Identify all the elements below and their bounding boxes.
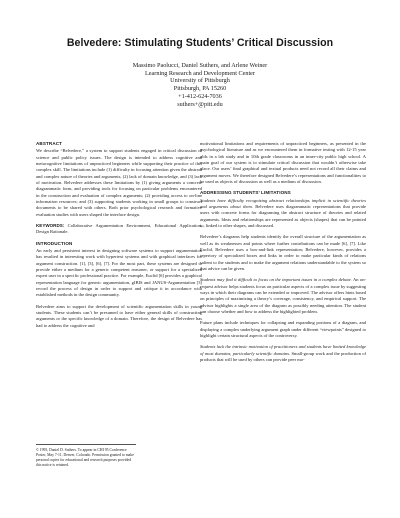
email-address: suthers+@pitt.edu [177, 100, 223, 108]
paragraph-4-body: An on-request advisor helps students focus on particular aspects of a complex issue by suggesting ways in which their diagrams can be extended or improved. The advisor offers hints based on principles of maximizing a theory’s coverage, consistency, and empirical support. The advisor highlights a single area of the diagram as possibly needing attention. The student can choose whether and how to address the highlighted problem. [200, 277, 366, 315]
right-paragraph-3: Belvedere’s diagrams help students identify the overall structure of the argumentation as well as its weaknesses and points where further contributions can be made [6], [7]. Like Euclid, Belvedere uses a box-and-link representation; Belvedere, however, provides a repertory of specialized boxes and links in order to make particular kinds of relations salient to the students and to make the argument relations understandable to the system so that advice can be given. [200, 234, 366, 272]
affiliation-university: University of Pittsburgh [170, 77, 230, 85]
left-column [36, 141, 202, 329]
phone-number: +1-412-624-7036 [178, 92, 222, 100]
paragraph-6-emphasis: Students lack the intrinsic motivation of practitioners and students have limited knowledge of most domains, particularly scientific domains. [200, 344, 366, 356]
right-column [200, 141, 366, 364]
paper-title: Belvedere: Stimulating Students’ Critical Discussion [66, 37, 334, 49]
right-paragraph-1: motivational limitations and requirements of unpracticed beginners, as presented in the psychological literature and as we encountered them in formative testing with 12-15 year olds in a lab study and in 10th grade classrooms in an inner-city public high school. A main goal of our system is to stimulate critical discussion that wouldn’t otherwise take place. Our users’ final graphical and textual products need not record all their claims and argument moves. We therefore designed Belvedere’s representations and functionalities to be used as objects of discussion as well as a medium of discussion. [200, 141, 366, 185]
affiliation-center: Learning Research and Development Center [145, 69, 255, 77]
paragraph-2-body: Belvedere uses diagrammatic representations that provide users with concrete forms for diagraming the abstract structure of theories and related arguments. Ideas and relationships are represented as objects (shapes) that can be pointed to, linked to other shapes, and discussed. [200, 203, 367, 228]
introduction-heading: INTRODUCTION [36, 240, 73, 246]
footnote-rule [36, 444, 136, 445]
right-paragraph-6 [200, 344, 366, 363]
author-block [0, 62, 400, 108]
abstract-text: We describe “Belvedere,” a system to support students engaged in critical discussion of science and public policy issues. The design is intended to address cognitive and metacognitive limitations of unpracticed beginners while supporting their practice of this complex skill. The limitations include (1) difficulty in focusing attention given the abstract and complex nature of theories and arguments, (2) lack of domain knowledge, and (3) lack of motivation. Belvedere addresses these limitations by (1) giving arguments a concrete diagrammatic form, and providing tools for focusing on particular problems encountered in the construction and evaluation of complex arguments; (2) providing access to on-line information resources; and (3) supporting students working in small groups to construct documents to be shared with others. Both prior psychological research and formative evaluation studies with users shaped the interface design. [36, 148, 202, 217]
right-paragraph-2 [200, 198, 366, 230]
keywords-label: KEYWORDS: [36, 222, 65, 228]
paragraph-6-body: Small-group work and the production of products that will be used by others can provide peer mo- [200, 350, 366, 363]
copyright-footnote: © 1995, Daniel D. Suthers. To appear in CHI 95 Conference Poster, May 7-11, Denver, Colorado. Permission granted to make personal copies for educational and research purposes provided this notice is retained. [36, 448, 134, 467]
introduction-paragraph-2: Belvedere aims to support the development of scientific argumentation skills in young students. These students can’t be presumed to have either general skills of constructing arguments or the specific knowledge of a domain. Therefore, the design of Belvedere has had to address the cognitive and [36, 303, 202, 328]
affiliation-city: Pittsburgh, PA 15260 [173, 85, 227, 93]
limitations-heading: ADDRESSING STUDENTS’ LIMITATIONS [200, 190, 291, 196]
abstract-heading: ABSTRACT [36, 141, 63, 146]
paragraph-4-emphasis: Students may find it difficult to focus on the important issues in a complex debate. [200, 277, 352, 283]
author-names: Massimo Paolucci, Daniel Suthers, and Arlene Weiner [132, 62, 268, 69]
keywords [36, 223, 202, 236]
right-paragraph-4 [200, 277, 366, 315]
right-paragraph-5: Future plans include techniques for collapsing and expanding portions of a diagram, and displaying a complex underlying argument graph under different “viewpoints” designed to highlight certain structural aspects of the controversy. [200, 320, 366, 339]
paragraph-2-emphasis: Students have difficulty recognizing abstract relationships implicit in scientific theories and arguments about them. [200, 197, 366, 209]
introduction-paragraph-1: An early and persistent interest in designing software systems to support argumentation has resulted in interesting work with hypertext systems and with graphical interfaces for argument construction. [1], [3], [6], [7]. For the most part, these systems are designed to provide either a medium for a generic competent reasoner, or support for a specialized expert user in a specific professional practice. For example, Euclid [6] provides a graphical representation language for generic argumentation, gIBIS and JANUS-Argumentation [3] record the process of design in order to support and critique it in accordance with established methods in the design community. [36, 247, 202, 298]
keywords-text: Collaborative Argumentation Environment, Educational Application, Design Rationale. [36, 222, 203, 235]
